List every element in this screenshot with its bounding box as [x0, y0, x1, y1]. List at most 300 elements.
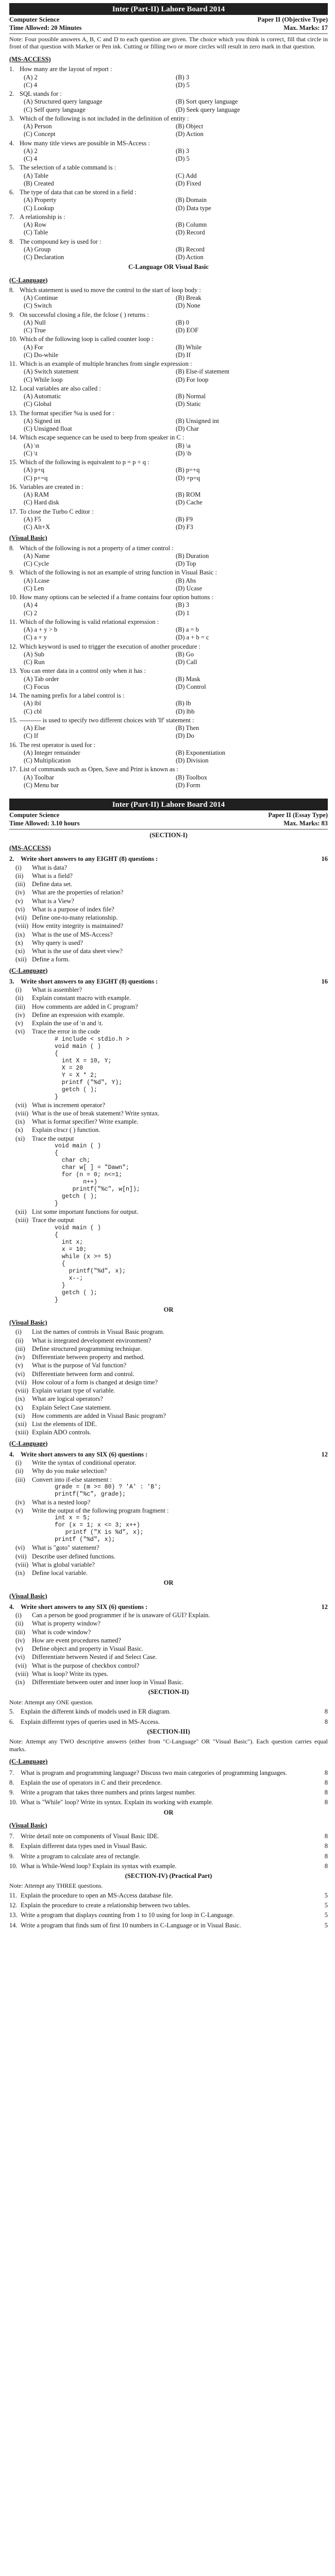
mcq-option: (C) Add	[176, 172, 197, 179]
mcq-option: (B) Domain	[176, 196, 207, 204]
mcq-option: (C) Menu bar	[24, 781, 59, 789]
mcq-number: 8.	[9, 544, 14, 552]
paper1-type: Paper II (Objective Type)	[257, 16, 328, 24]
mcq-options	[9, 147, 328, 163]
short-question-text: Define an expression with example.	[32, 1011, 125, 1019]
short-question-number: (v)	[15, 1507, 23, 1515]
short-question-text: What is increment operator?	[32, 1101, 105, 1109]
mcq-option: (C) Multiplication	[24, 757, 71, 765]
mcq-option: (C) Cycle	[24, 560, 49, 568]
short-question-number: (vi)	[15, 1653, 25, 1661]
mcq-option: (B) \a	[176, 442, 191, 449]
mcq-options	[9, 516, 328, 532]
mcq-options	[9, 221, 328, 237]
short-question-number: (vii)	[15, 1552, 27, 1560]
long-question	[9, 1833, 328, 1840]
long-question-text: What is program and programming language? Discuss two main categories of programming languages.	[21, 1769, 287, 1776]
short-question	[9, 1420, 328, 1428]
mcq-option: (C) cbl	[24, 707, 42, 715]
section-3-c-questions	[9, 1769, 328, 1807]
mcq-text: SQL stands for :	[20, 90, 62, 98]
paper2-type: Paper II (Essay Type)	[268, 811, 328, 819]
mcq-question	[9, 311, 328, 319]
mcq-number: 1.	[9, 65, 14, 73]
mcq-option: (D) Char	[176, 425, 199, 433]
mcq-option: (C) 2	[24, 609, 38, 617]
short-question-number: (xii)	[15, 956, 27, 963]
mcq-question	[9, 667, 328, 675]
section-1-heading: (SECTION-I)	[149, 831, 188, 839]
short-question	[9, 1101, 328, 1109]
long-question-number: 10.	[9, 1799, 18, 1806]
mcq-question	[9, 459, 328, 466]
long-question-text: Write a program that displays counting from 1 to 10 using for loop in C-Language.	[21, 1911, 234, 1919]
short-question-number: (iii)	[15, 1345, 25, 1352]
mcq-options	[9, 98, 328, 114]
mcq-option: (C) \t	[24, 449, 38, 457]
mcq-options	[9, 319, 328, 335]
mcq-options	[9, 196, 328, 212]
short-question-text: What is global variable?	[32, 1561, 95, 1568]
short-question	[9, 1670, 328, 1678]
short-question-number: (vi)	[15, 905, 25, 913]
mcq-option: (C) Concept	[24, 130, 56, 138]
q2-items	[9, 864, 328, 964]
short-question	[9, 956, 328, 963]
short-question-text: What is "goto" statement?	[32, 1544, 99, 1552]
mcq-option: (A) Person	[24, 123, 52, 130]
short-question	[9, 1003, 328, 1011]
short-question-number: (xii)	[15, 1420, 27, 1428]
mcq-option: (B) Created	[24, 179, 54, 187]
long-question-marks: 5	[324, 1921, 328, 1929]
c-language-heading: (C-Language)	[9, 1439, 48, 1447]
short-question-text: What is the purpose of Val function?	[32, 1362, 127, 1369]
mcq-option: (B) F9	[176, 515, 193, 523]
mcq-option: (A) For	[24, 343, 43, 351]
short-question-text: What is a field?	[32, 872, 73, 879]
mcq-question	[9, 286, 328, 294]
short-question	[9, 1561, 328, 1569]
short-question-text: What is code window?	[32, 1628, 91, 1636]
visual-basic-heading: (Visual Basic)	[9, 1319, 47, 1327]
mcq-options	[9, 123, 328, 139]
mcq-option: (A) Continue	[24, 294, 58, 302]
mcq-option: (B) a = b	[176, 626, 199, 634]
short-question	[9, 994, 328, 1002]
mcq-option: (D) Call	[176, 658, 197, 666]
short-question-number: (ii)	[15, 1467, 24, 1475]
long-question-number: 5.	[9, 1708, 14, 1716]
short-question-text: How colour of a form is changed at design time?	[32, 1378, 158, 1386]
mcq-option: (D) \b	[176, 449, 192, 457]
mcq-option: (C) Global	[24, 400, 52, 408]
mcq-number: 11.	[9, 360, 18, 368]
q4-items	[9, 1544, 328, 1577]
mcq-option: (C) Focus	[24, 683, 49, 690]
mcq-number: 3.	[9, 114, 14, 122]
short-question-number: (vi)	[15, 1028, 25, 1036]
short-question	[9, 1653, 328, 1661]
mcq-text: ---------- is used to specify two different choices with 'If' statement :	[20, 716, 194, 724]
mcq-option: (C) Lookup	[24, 204, 54, 212]
short-question-text: Trace the output	[32, 1216, 74, 1224]
long-question-marks: 8	[324, 1789, 328, 1797]
mcq-option: (A) 2	[24, 147, 38, 155]
visual-basic-heading: (Visual Basic)	[9, 1592, 47, 1600]
ms-access-heading: (MS-ACCESS)	[9, 844, 51, 852]
mcq-text: The selection of a table command is :	[20, 164, 116, 172]
section-2-heading: (SECTION-II)	[148, 1688, 189, 1696]
mcq-option: (A) lbl	[24, 700, 41, 707]
short-question-text: What is a View?	[32, 897, 74, 905]
mcq-number: 15.	[9, 716, 18, 724]
mcq-question	[9, 483, 328, 491]
short-question-number: (v)	[15, 897, 23, 905]
mcq-text: How many title views are possible in MS-Access :	[20, 139, 150, 147]
short-question-text: What is loop? Write its types.	[32, 1670, 108, 1677]
mcq-option: (D) Top	[176, 560, 196, 568]
mcq-number: 17.	[9, 766, 18, 773]
short-question	[9, 1345, 328, 1353]
long-question-marks: 8	[324, 1718, 328, 1725]
mcq-option: (B) Mask	[176, 675, 200, 683]
long-question-text: What is "While" loop? Write its syntax. Explain its working with example.	[21, 1799, 213, 1806]
mcq-options	[9, 344, 328, 360]
short-question-number: (viii)	[15, 1561, 28, 1568]
mcq-options	[9, 172, 328, 188]
mcq-option: (C) Alt+X	[24, 523, 51, 531]
mcq-number: 6.	[9, 189, 14, 196]
short-question	[9, 1662, 328, 1670]
mcq-option: (A) Lcase	[24, 577, 49, 584]
short-question	[9, 922, 328, 930]
mcq-option: (D) 1	[176, 609, 190, 617]
mcq-option: (B) Then	[176, 724, 199, 732]
mcq-question	[9, 213, 328, 221]
short-question-text: Write the syntax of conditional operator.	[32, 1459, 137, 1467]
short-question-text: Define one-to-many relationship.	[32, 914, 118, 922]
paper1-marks: Max. Marks: 17	[283, 24, 328, 31]
long-question-number: 8.	[9, 1842, 14, 1850]
short-question-text: Describe user defined functions.	[32, 1552, 115, 1560]
long-question-marks: 5	[324, 1891, 328, 1899]
long-question-marks: 5	[324, 1902, 328, 1909]
mcq-option: (A) Null	[24, 318, 46, 326]
or-label: OR	[163, 1808, 174, 1816]
long-question	[9, 1842, 328, 1850]
long-question	[9, 1718, 328, 1726]
paper2-time: Time Allowed: 3.10 hours	[9, 819, 80, 827]
short-question	[9, 1553, 328, 1561]
short-question	[9, 1459, 328, 1467]
short-question-number: (vi)	[15, 1544, 25, 1552]
mcq-text: How many are the layout of report :	[20, 65, 112, 73]
long-question-number: 8.	[9, 1778, 14, 1786]
short-question	[9, 1337, 328, 1345]
mcq-option: (B) 3	[176, 73, 190, 81]
question-number: 2.	[9, 855, 14, 863]
mcq-option: (B) 3	[176, 147, 190, 155]
short-question-text: Explain clrscr ( ) function.	[32, 1126, 100, 1134]
mcq-option: (A) Structured query language	[24, 98, 103, 106]
mcq-text: A relationship is :	[20, 213, 65, 221]
mcq-option: (B) Duration	[176, 552, 209, 560]
mcq-question	[9, 164, 328, 172]
mcq-option: (C) Hard disk	[24, 499, 59, 506]
mcq-question	[9, 385, 328, 393]
mcq-option: (D) lbb	[176, 707, 195, 715]
short-question-number: (viii)	[15, 1670, 28, 1677]
mcq-question	[9, 115, 328, 123]
mcq-question	[9, 90, 328, 98]
short-question	[9, 1620, 328, 1628]
mcq-option: (D) Action	[176, 253, 204, 261]
mcq-options	[9, 294, 328, 310]
short-question-number: (iv)	[15, 1498, 25, 1506]
short-question-number: (ii)	[15, 1336, 24, 1344]
short-question-text: How comments are added in C program?	[32, 1003, 138, 1010]
q3-items	[9, 1208, 328, 1225]
mcq-option: (D) +p=q	[176, 474, 200, 482]
long-question	[9, 1708, 328, 1716]
q4-items	[9, 1459, 328, 1484]
short-question-text: Differentiate between form and control.	[32, 1370, 135, 1378]
mcq-option: (D) EOF	[176, 327, 199, 334]
short-question-text: List the elements of IDE.	[32, 1420, 97, 1428]
mcq-option: (A) Name	[24, 552, 50, 560]
mcq-text: To close the Turbo C editor :	[20, 507, 94, 515]
mcq-text: How many options can be selected if a frame contains four option buttons :	[20, 594, 213, 601]
question-text: Write short answers to any SIX (6) questions :	[21, 1603, 148, 1611]
mcq-text: You can enter data in a control only when it has :	[20, 667, 146, 675]
short-question-text: Define local variable.	[32, 1569, 88, 1577]
mcq-question	[9, 508, 328, 516]
mcq-option: (C) Do-while	[24, 351, 58, 359]
visual-basic-heading: (Visual Basic)	[9, 534, 47, 542]
mcq-number: 8.	[9, 238, 14, 245]
long-question-text: Write detail note on components of Visual Basic IDE.	[21, 1833, 159, 1840]
short-question-text: List the names of controls in Visual Basic program.	[32, 1328, 164, 1336]
short-question-text: What is the purpose of checkbox control?	[32, 1662, 140, 1669]
mcq-option: (A) a + y > b	[24, 626, 58, 634]
short-question-number: (ii)	[15, 872, 24, 879]
short-question-number: (ii)	[15, 1620, 24, 1628]
short-question-text: What is the use of break statement? Write syntax.	[32, 1109, 160, 1117]
short-question	[9, 1379, 328, 1386]
practical-questions	[9, 1892, 328, 1929]
mcq-vb-list	[9, 545, 328, 790]
short-question-text: Why do you make selection?	[32, 1467, 107, 1475]
question-text: Write short answers to any EIGHT (8) questions :	[21, 977, 158, 985]
mcq-options	[9, 552, 328, 568]
mcq-option: (B) 0	[176, 318, 190, 326]
short-question	[9, 1645, 328, 1653]
question-marks: 12	[321, 1603, 328, 1611]
mcq-option: (B) Column	[176, 221, 207, 229]
code-block: # include < stdio.h > void main ( ) { int X = 10, Y; X = 20 Y = X * 2; printf ("%d", Y); getch ( ); }	[55, 1036, 129, 1100]
mcq-question	[9, 189, 328, 196]
short-question	[9, 1118, 328, 1126]
short-question-number: (v)	[15, 1362, 23, 1369]
c-or-vb-heading: C-Language OR Visual Basic	[128, 263, 209, 271]
short-question-text: Trace the error in the code	[32, 1028, 100, 1036]
short-question	[9, 1028, 328, 1036]
mcq-option: (D) If	[176, 351, 191, 359]
code-block: int x = 5; for (x = 1; x <= 3; x++) printf ("X is %d", x); printf ("%d", x);	[55, 1515, 144, 1544]
mcq-text: Which keyword is used to trigger the execution of another procedure :	[20, 642, 200, 650]
long-question-number: 7.	[9, 1769, 14, 1776]
short-question-text: What is a nested loop?	[32, 1498, 91, 1506]
mcq-question	[9, 238, 328, 246]
mcq-option: (D) Ucase	[176, 584, 203, 592]
short-question-text: What is data?	[32, 863, 68, 871]
short-question-number: (vii)	[15, 1662, 27, 1669]
q4-items	[9, 1499, 328, 1515]
mcq-text: On successful closing a file, the fclose ( ) returns :	[20, 311, 149, 318]
short-question	[9, 906, 328, 913]
mcq-option: (A) 2	[24, 73, 38, 81]
mcq-option: (C) 4	[24, 155, 38, 163]
mcq-options	[9, 626, 328, 642]
mcq-question	[9, 766, 328, 773]
mcq-number: 13.	[9, 409, 18, 417]
short-question-text: Define structured programming technique.	[32, 1345, 142, 1352]
short-question	[9, 864, 328, 872]
mcq-option: (D) Record	[176, 229, 205, 236]
short-question-number: (ix)	[15, 1569, 25, 1577]
short-question	[9, 1135, 328, 1143]
long-question	[9, 1799, 328, 1806]
short-question-text: What is assembler?	[32, 986, 82, 994]
mcq-question	[9, 65, 328, 73]
short-question	[9, 1328, 328, 1336]
mcq-option: (C) Switch	[24, 302, 52, 310]
question-2	[9, 855, 328, 863]
short-question	[9, 1544, 328, 1552]
paper1-subject: Computer Science	[9, 16, 60, 24]
mcq-question	[9, 569, 328, 577]
short-question-text: How entity integrity is maintained?	[32, 922, 124, 930]
short-question-number: (ix)	[15, 1118, 25, 1126]
mcq-options	[9, 675, 328, 691]
question-3	[9, 978, 328, 986]
short-question-number: (ix)	[15, 1395, 25, 1403]
mcq-question	[9, 360, 328, 368]
short-question	[9, 1612, 328, 1619]
mcq-option: (B) lb	[176, 700, 191, 707]
long-question-number: 7.	[9, 1833, 14, 1840]
mcq-options	[9, 577, 328, 593]
mcq-number: 5.	[9, 164, 14, 172]
mcq-question	[9, 618, 328, 626]
long-question	[9, 1922, 328, 1929]
question-number: 3.	[9, 977, 14, 985]
short-question-number: (vi)	[15, 1370, 25, 1378]
short-question-number: (iv)	[15, 1353, 25, 1361]
long-question-marks: 8	[324, 1708, 328, 1716]
short-question-number: (vii)	[15, 1101, 27, 1109]
long-question-number: 14.	[9, 1921, 18, 1929]
short-question-number: (iv)	[15, 1636, 25, 1644]
long-question	[9, 1769, 328, 1777]
short-question	[9, 1020, 328, 1027]
mcq-text: Which of the following is valid relational expression :	[20, 618, 159, 625]
mcq-option: (B) Normal	[176, 393, 206, 400]
short-question	[9, 1362, 328, 1369]
mcq-text: Which of the following is not an example of string function in Visual Basic :	[20, 569, 217, 577]
short-question-number: (iii)	[15, 1476, 25, 1483]
short-question	[9, 1011, 328, 1019]
mcq-option: (A) \n	[24, 442, 40, 449]
short-question	[9, 1404, 328, 1412]
short-question-number: (x)	[15, 1126, 23, 1134]
long-question-number: 9.	[9, 1789, 14, 1797]
mcq-number: 4.	[9, 139, 14, 147]
mcq-number: 16.	[9, 741, 18, 749]
mcq-text: Which escape sequence can be used to beep from speaker in C :	[20, 434, 185, 442]
mcq-option: (D) Data type	[176, 204, 211, 212]
short-question-text: Differentiate between property and method.	[32, 1353, 145, 1361]
short-question-text: Explain Select Case statement.	[32, 1403, 112, 1411]
short-question-text: Define data set.	[32, 880, 73, 888]
short-question	[9, 1507, 328, 1515]
mcq-option: (D) Control	[176, 683, 206, 690]
mcq-number: 14.	[9, 434, 18, 442]
short-question	[9, 1216, 328, 1224]
long-question-number: 9.	[9, 1852, 14, 1860]
short-question	[9, 1370, 328, 1378]
mcq-options	[9, 700, 328, 716]
short-question-text: Define object and property in Visual Basic.	[32, 1645, 143, 1653]
mcq-options	[9, 651, 328, 667]
short-question	[9, 880, 328, 888]
practical-heading: (SECTION-IV) (Practical Part)	[125, 1872, 212, 1880]
c-language-heading: (C-Language)	[9, 1758, 48, 1766]
short-question	[9, 1387, 328, 1395]
mcq-text: Local variables are also called :	[20, 384, 101, 392]
mcq-text: The format specifier %u is used for :	[20, 409, 114, 417]
mcq-text: List of commands such as Open, Save and Print is known as :	[20, 766, 178, 773]
mcq-question	[9, 434, 328, 442]
short-question	[9, 914, 328, 922]
short-question-number: (i)	[15, 1459, 22, 1467]
mcq-option: (C) Len	[24, 584, 44, 592]
mcq-text: Which of the following is equivalent to p = p + q :	[20, 459, 149, 466]
mcq-number: 2.	[9, 90, 14, 98]
short-question-text: Explain the use of \n and \t.	[32, 1020, 103, 1027]
mcq-number: 11.	[9, 618, 18, 625]
mcq-option: (B) While	[176, 343, 202, 351]
short-question-number: (iv)	[15, 1011, 25, 1019]
mcq-option: (B) Else-if statement	[176, 368, 230, 376]
long-question-marks: 5	[324, 1911, 328, 1919]
mcq-option: (C) 4	[24, 81, 38, 89]
long-question-text: Explain different types of queries used in MS-Access.	[21, 1718, 160, 1725]
long-question-marks: 8	[324, 1862, 328, 1870]
mcq-question	[9, 692, 328, 700]
practical-note: Note: Attempt any THREE questions.	[9, 1882, 103, 1890]
mcq-option: (D) 5	[176, 155, 190, 163]
long-question-text: Explain the procedure to open an MS-Access database file.	[21, 1891, 173, 1899]
section-3-note: Note: Attempt any TWO descriptive answers (either from "C-Language" OR "Visual Basic"). Each question carries equal marks.	[9, 1738, 328, 1753]
mcq-option: (B) Toolbox	[176, 773, 208, 781]
mcq-option: (D) Seek query language	[176, 106, 240, 113]
mcq-option: (B) p=+q	[176, 466, 200, 474]
mcq-options	[9, 368, 328, 384]
code-block: grade = (m >= 80) ? 'A' : 'B'; printf("%c", grade);	[55, 1483, 162, 1498]
mcq-option: (A) Group	[24, 245, 51, 253]
